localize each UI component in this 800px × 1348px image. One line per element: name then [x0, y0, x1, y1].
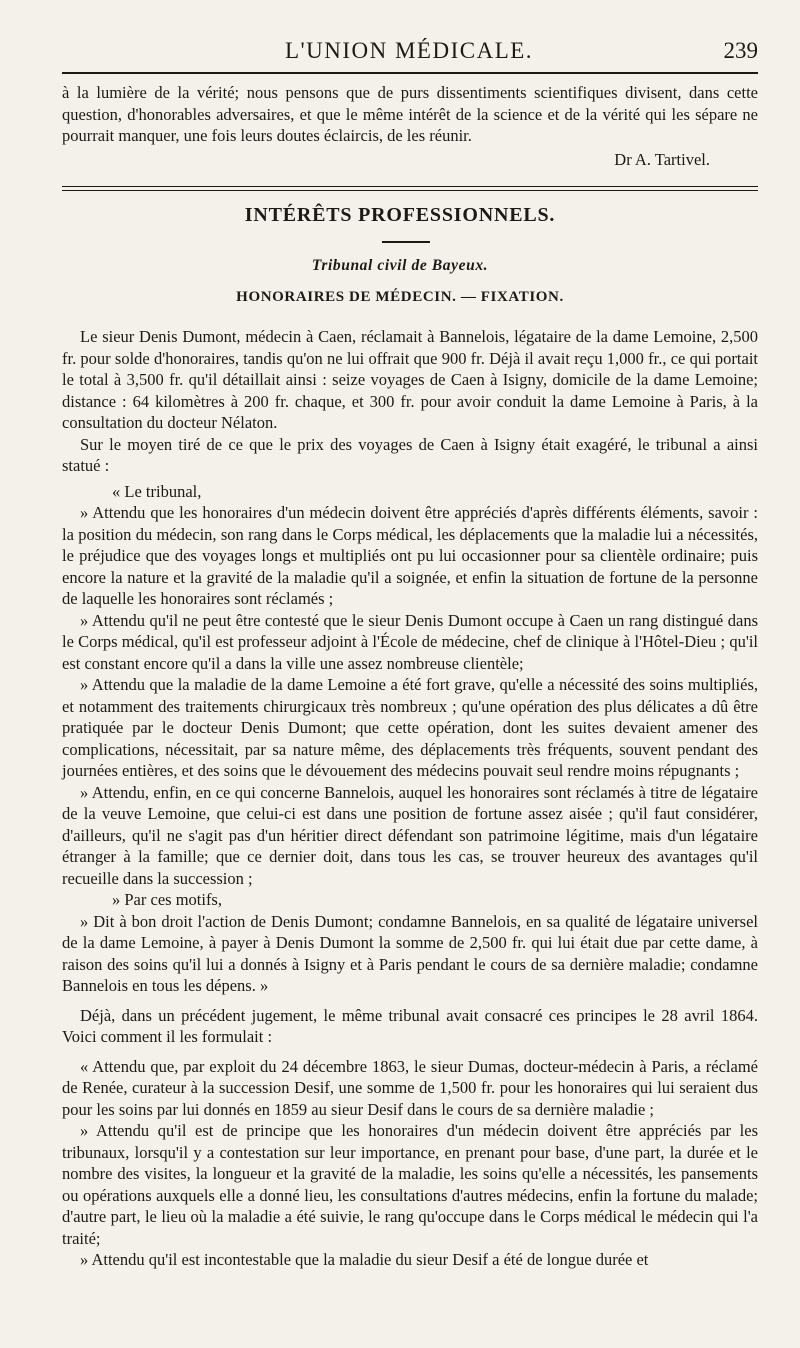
topic-subtitle: HONORAIRES DE MÉDECIN. — FIXATION. — [236, 289, 564, 305]
body-paragraph: » Attendu qu'il ne peut être contesté que le sieur Denis Dumont occupe à Caen un rang distingué dans le Corps médical, qu'il est professeur adjoint à l'École de médecine, chef de clinique à l'Hôtel-Dieu ; qu'il est constant encore qu'il a dans la ville une assez nombreuse clientèle; — [62, 610, 758, 673]
body-paragraph: » Par ces motifs, — [112, 890, 222, 909]
body-paragraph: » Attendu, enfin, en ce qui concerne Bannelois, auquel les honoraires sont réclamés à titre de légataire de la veuve Lemoine, que celui-ci est dans une position de fortune assez aisée ; qu'il faut considérer, d'ailleurs, qu'il ne s'agit pas d'un héritier direct défendant son patrimoine légitime, mais d'un légataire étranger à la famille; que ce dernier doit, dans tous les cas, se trouver heureux des avantages qu'il recueille dans la succession ; — [62, 782, 758, 888]
intro-text: à la lumière de la vérité; nous pensons que de purs dissentiments scientifiques divisent, dans cette question, d'honorables adversaires, et que le même intérêt de la science et de la vérité qui les sépare ne pourrait manquer, une fois leurs doutes éclaircis, de les réunir. — [62, 83, 758, 145]
body-paragraph: » Attendu qu'il est incontestable que la maladie du sieur Desif a été de longue durée et — [80, 1250, 649, 1269]
body-paragraph: « Attendu que, par exploit du 24 décembre 1863, le sieur Dumas, docteur-médecin à Paris, a réclamé de Renée, curateur à la succession Desif, une somme de 1,500 fr. pour les honoraires qui lui seraient dus pour les soins par lui donnés en 1859 au sieur Desif dans le cours de sa dernière maladie ; — [62, 1056, 758, 1119]
body-paragraph: Le sieur Denis Dumont, médecin à Caen, réclamait à Bannelois, légataire de la dame Lemoine, 2,500 fr. pour solde d'honoraires, tandis qu'on ne lui offrait que 900 fr. Déjà il avait reçu 1,000 fr., ce qui portait le total à 3,500 fr. qu'il détaillait ainsi : seize voyages de Caen à Isigny, domicile de la dame Lemoine; distance : 64 kilomètres à 200 fr. chaque, et 300 fr. pour avoir conduit la dame Lemoine à Paris, à la consultation du docteur Nélaton. — [62, 327, 758, 432]
article-body — [62, 326, 758, 1271]
body-paragraph: » Attendu que la maladie de la dame Lemoine a été fort grave, qu'elle a nécessité des soins multipliés, et notamment des traitements chirurgicaux très nombreux ; qu'une opération des plus délicates a dû être pratiquée par le docteur Denis Dumont; que cette opération, dont les suites devaient amener des complications, nécessitait, par sa nature même, des déplacements très fréquents, souvent pendant des journées entières, et des soins que le dévouement des médecins pouvait seul rendre moins répugnants ; — [62, 675, 758, 780]
section-title: INTÉRÊTS PROFESSIONNELS. — [244, 204, 556, 226]
author-signature: Dr A. Tartivel. — [614, 150, 710, 169]
intro-paragraph — [62, 82, 758, 147]
body-paragraph: » Dit à bon droit l'action de Denis Dumont; condamne Bannelois, en sa qualité de légataire universel de la dame Lemoine, à payer à Denis Dumont la somme de 2,500 fr. qui lui était due par cette dame, à raison des soins qu'il lui a donnés à Isigny et à Paris pendant le cours de sa dernière maladie; condamne Bannelois en tous les dépens. » — [62, 911, 758, 995]
body-paragraph: Déjà, dans un précédent jugement, le même tribunal avait consacré ces principes le 28 avril 1864. Voici comment il les formulait : — [62, 1005, 758, 1046]
title-underline — [382, 241, 430, 243]
section-rule — [62, 186, 758, 191]
body-paragraph: Sur le moyen tiré de ce que le prix des voyages de Caen à Isigny était exagéré, le tribunal a ainsi statué : — [62, 434, 758, 475]
body-paragraph: « Le tribunal, — [112, 481, 202, 501]
header-rule — [62, 72, 758, 74]
court-subtitle: Tribunal civil de Bayeux. — [311, 257, 489, 274]
body-paragraph: » Attendu que les honoraires d'un médecin doivent être appréciés d'après différents éléments, savoir : la position du médecin, son rang dans le Corps médical, les déplacements que la maladie lui a nécessités, le préjudice que des voyages longs et multipliés ont pu lui occasionner pour sa clientèle ordinaire; puis encore la nature et la gravité de la maladie qu'il a soignée, et enfin la situation de fortune de la personne de laquelle les honoraires sont réclamés ; — [62, 503, 758, 608]
journal-title: L'UNION MÉDICALE. — [284, 38, 534, 63]
running-header — [60, 36, 758, 70]
body-paragraph: » Attendu qu'il est de principe que les honoraires d'un médecin doivent être appréciés par les tribunaux, lorsqu'il y a contestation sur leur importance, en prenant pour base, d'une part, la durée et le nombre des visites, la longueur et la gravité de la maladie, les soins qu'elle a nécessités, les pansements ou opérations auxquels elle a donné lieu, les consultations d'autres médecins, enfin la fortune du malade; d'autre part, le lieu où la maladie a été suivie, le rang qu'occupe dans le Corps médical le médecin qui l'a traité; — [62, 1121, 758, 1248]
page-number: 239 — [723, 38, 758, 63]
